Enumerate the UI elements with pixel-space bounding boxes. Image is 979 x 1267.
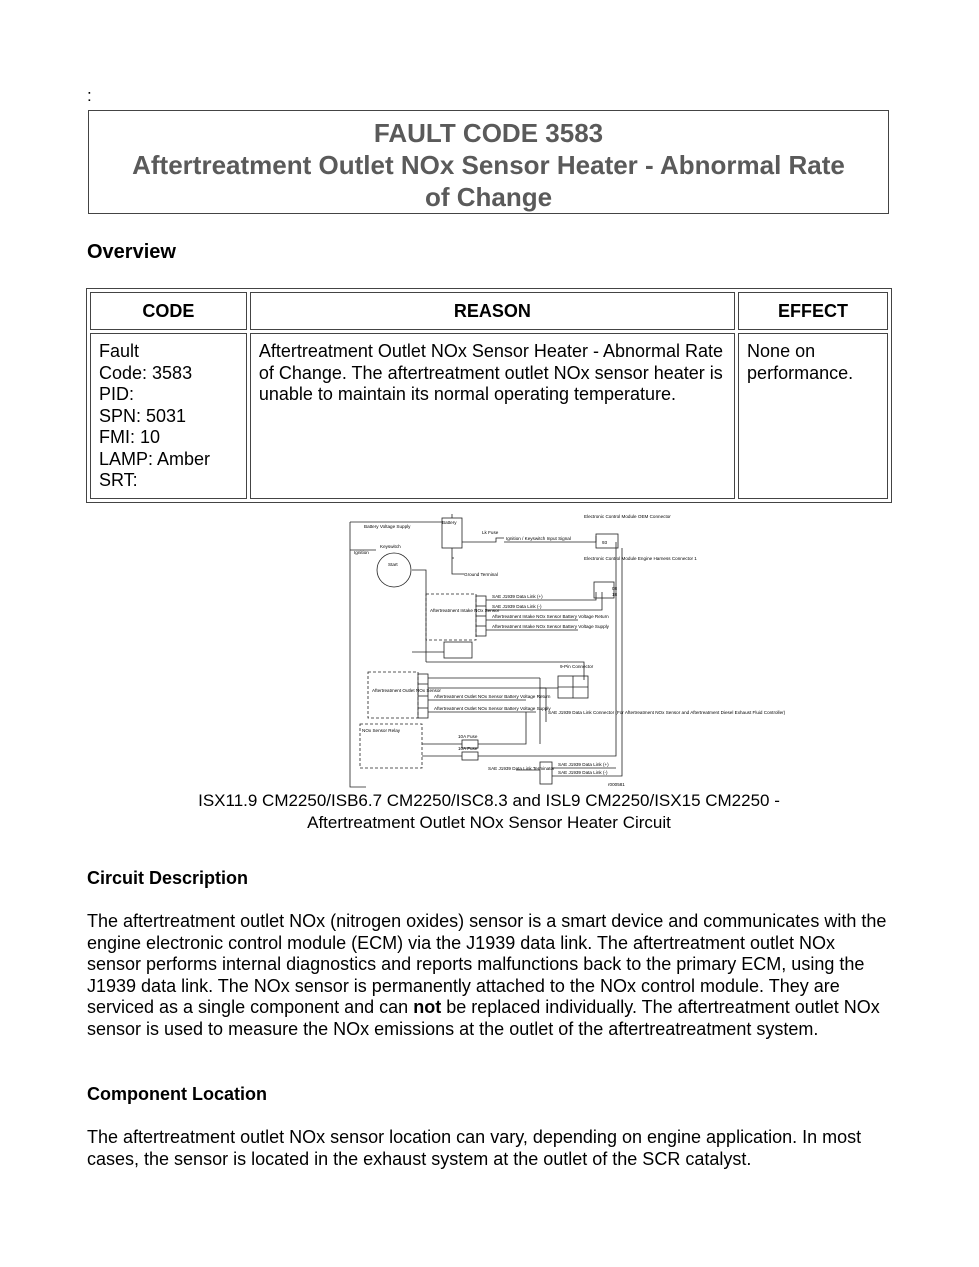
circuit-diagram (346, 512, 786, 788)
caption-line: ISX11.9 CM2250/ISB6.7 CM2250/ISC8.3 and ISL9 CM2250/ISX15 CM2250 - (198, 791, 780, 810)
diagram-label: NOx Sensor Relay (362, 728, 401, 733)
diagram-label: SAE J1939 Data Link Terminator (488, 766, 555, 771)
diagram-label: SAE J1939 Data Link (+) (558, 762, 609, 767)
code-line: Code: 3583 (99, 362, 193, 383)
fault-title-box (88, 110, 889, 214)
overview-heading: Overview (87, 241, 176, 263)
reason-cell: Aftertreatment Outlet NOx Sensor Heater - Abnormal Rate of Change. The aftertreatment outlet NOx sensor heater is unable to maintain its normal operating temperature. (250, 333, 735, 499)
diagram-label: 10A Fuse (458, 746, 478, 751)
table-header-row (90, 292, 888, 330)
diagram-label: Aftertreatment Intake NOx Sensor (430, 608, 500, 613)
diagram-label: Ground Terminal (464, 572, 498, 577)
component-location-text: The aftertreatment outlet NOx sensor location can vary, depending on engine application. In most cases, the sensor is located in the exhaust system at the outlet of the SCR catalyst. (87, 1127, 862, 1169)
diagram-label: Aftertreatment Outlet NOx Sensor Battery Voltage Return (434, 694, 551, 699)
code-line: SRT: (99, 470, 138, 490)
code-line: Fault (99, 341, 140, 361)
diagram-label: Ignition (354, 550, 369, 555)
diagram-label: Aftertreatment Intake NOx Sensor Battery Voltage Return (492, 614, 609, 619)
diagram-label: 93 (602, 540, 608, 545)
fault-overview-table (86, 288, 892, 503)
code-line: SPN: 5031 (99, 405, 187, 426)
text-run: The aftertreatment outlet NOx (nitrogen oxides) sensor is a smart device and communicates with the engine electronic control module (ECM) via the J1939 data link. The aftertreatment outlet NOx sensor performs internal diagnostics and reports malfunctions back to the primary ECM, using the J1939 data link. The NOx sensor is permanently attached to the NOx control module. They are serviced as a single component and can (87, 911, 887, 1018)
diagram-label: 10A Fuse (458, 734, 478, 739)
diagram-label: 18 (612, 592, 618, 597)
diagram-label: Start (388, 562, 398, 567)
diagram-label: SAE J1939 Data Link (+) (492, 594, 543, 599)
page-colon: : (87, 86, 92, 105)
header-reason: REASON (250, 292, 735, 330)
diagram-label: Aftertreatment Outlet NOx Sensor (372, 688, 441, 693)
fault-name-line-2: of Change (424, 182, 553, 212)
diagram-label: SAE J1939 Data Link (-) (492, 604, 542, 609)
code-line: FMI: 10 (99, 427, 161, 447)
diagram-label: Aftertreatment Intake NOx Sensor Battery Voltage Supply (492, 624, 609, 629)
diagram-label: 08 (612, 586, 618, 591)
figure-caption (87, 790, 891, 834)
diagram-label: Electronic Control Module OEM Connector (584, 514, 671, 519)
circuit-description-heading: Circuit Description (87, 868, 249, 888)
diagram-label: r000581 (608, 782, 625, 787)
diagram-label: Keyswitch (380, 544, 401, 549)
circuit-description-text (87, 911, 887, 1041)
code-line: PID: (99, 384, 135, 404)
header-code: CODE (90, 292, 247, 330)
diagram-label: Ignition / Keyswitch Input Signal (506, 536, 571, 541)
table-row (90, 333, 888, 499)
code-cell (90, 333, 247, 499)
diagram-label: Electronic Control Module Engine Harness Connector 1 (584, 556, 697, 561)
diagram-label: Battery (442, 520, 457, 525)
emphasis-not: not (413, 997, 442, 1018)
diagram-label: SAE J1939 Data Link (-) (558, 770, 608, 775)
caption-line: Aftertreatment Outlet NOx Sensor Heater Circuit (307, 813, 671, 832)
code-line: LAMP: Amber (99, 448, 211, 469)
diagram-label: 9-Pin Connector (560, 664, 594, 669)
diagram-label: Aftertreatment Outlet NOx Sensor Battery Voltage Supply (434, 706, 551, 711)
header-effect: EFFECT (738, 292, 888, 330)
diagram-label: Battery Voltage Supply (364, 524, 411, 529)
component-location-heading: Component Location (87, 1084, 267, 1104)
diagram-label: SAE J1939 Data Link Connector (For Aftertreatment NOx Sensor and Aftertreatment Diesel Exhaust Fluid Controller) (548, 710, 786, 715)
fault-name-line: Aftertreatment Outlet NOx Sensor Heater - Abnormal Rate (132, 150, 845, 180)
text-run: be replaced individually. The aftertreatment outlet NOx sensor is used to measure the NOx emissions at the outlet of the aftertreatreatment system. (87, 997, 880, 1039)
effect-cell: None on performance. (738, 333, 888, 499)
fault-code-title: FAULT CODE 3583 (373, 118, 604, 148)
diagram-label: Lk Fuse (482, 530, 499, 535)
